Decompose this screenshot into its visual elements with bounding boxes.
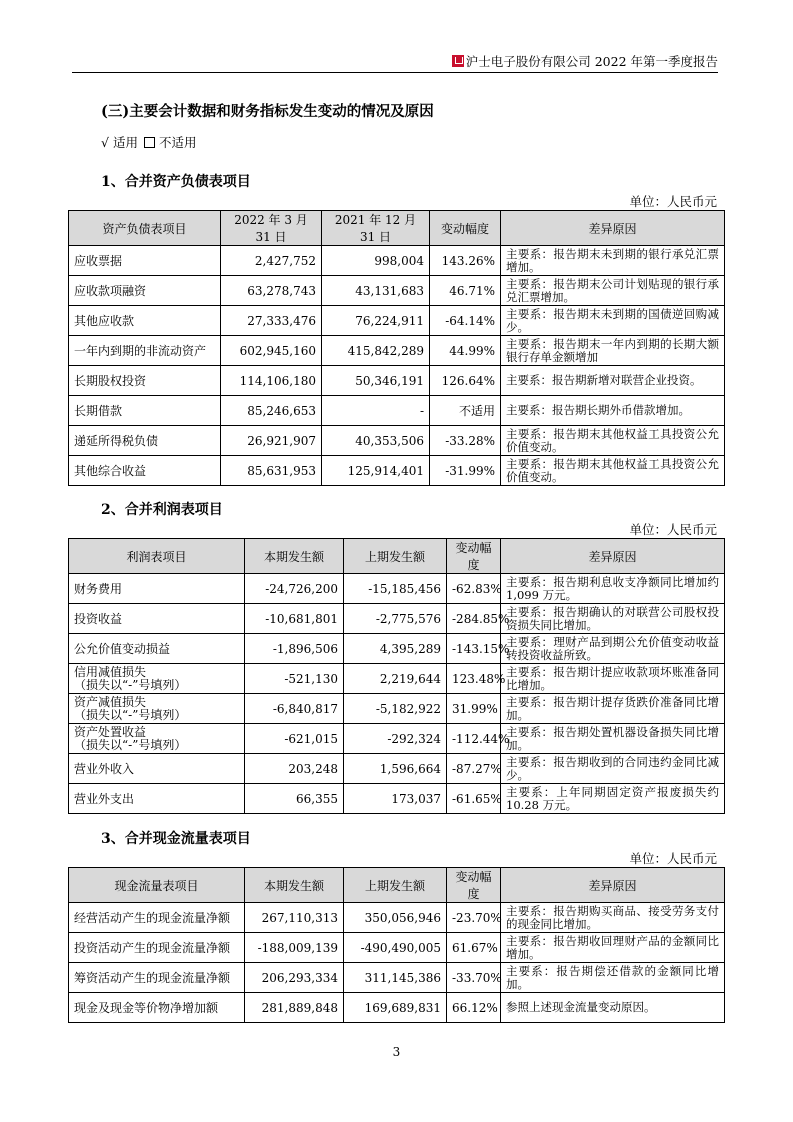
column-header: 变动幅度 bbox=[430, 211, 501, 246]
item-name-cell bbox=[69, 784, 245, 814]
table-row bbox=[69, 604, 725, 634]
column-header: 资产负债表项目 bbox=[69, 211, 221, 246]
prior-value-cell: 40,353,506 bbox=[322, 426, 430, 456]
reason-cell: 主要系：报告期收到的合同违约金同比减少。 bbox=[501, 754, 725, 784]
prior-value-cell: 43,131,683 bbox=[322, 276, 430, 306]
prior-value-cell: 169,689,831 bbox=[344, 993, 447, 1023]
change-cell: -112.44% bbox=[447, 724, 501, 754]
change-cell: 31.99% bbox=[447, 694, 501, 724]
item-name: 公允价值变动损益 bbox=[74, 642, 171, 656]
item-name-cell bbox=[69, 993, 245, 1023]
prior-value-cell: 1,596,664 bbox=[344, 754, 447, 784]
prior-value-cell: -15,185,456 bbox=[344, 574, 447, 604]
current-value-cell: 26,921,907 bbox=[221, 426, 322, 456]
change-cell: 61.67% bbox=[447, 933, 501, 963]
table-row bbox=[69, 903, 725, 933]
cash-flow-table bbox=[68, 867, 725, 1023]
item-name-cell bbox=[69, 456, 221, 486]
current-value-cell: 281,889,848 bbox=[245, 993, 344, 1023]
item-name-cell bbox=[69, 754, 245, 784]
current-value-cell: -621,015 bbox=[245, 724, 344, 754]
item-name: 应收票据 bbox=[74, 254, 123, 268]
column-header: 本期发生额 bbox=[245, 868, 344, 903]
column-header: 利润表项目 bbox=[69, 539, 245, 574]
item-name-cell bbox=[69, 724, 245, 754]
current-value-cell: 203,248 bbox=[245, 754, 344, 784]
change-cell: 123.48% bbox=[447, 664, 501, 694]
page-header bbox=[72, 52, 718, 73]
table-row bbox=[69, 426, 725, 456]
checkbox-icon bbox=[144, 137, 155, 148]
prior-value-cell: 76,224,911 bbox=[322, 306, 430, 336]
prior-value-cell: -5,182,922 bbox=[344, 694, 447, 724]
income-statement-table bbox=[68, 538, 725, 814]
prior-value-cell: -490,490,005 bbox=[344, 933, 447, 963]
company-logo-icon bbox=[452, 55, 464, 67]
item-name-cell bbox=[69, 933, 245, 963]
not-applicable-label: 不适用 bbox=[158, 135, 197, 150]
applicability-line bbox=[101, 133, 196, 151]
prior-value-cell: 311,145,386 bbox=[344, 963, 447, 993]
item-name: 长期借款 bbox=[74, 404, 123, 418]
item-name-cell bbox=[69, 664, 245, 694]
header-title: 沪士电子股份有限公司 2022 年第一季度报告 bbox=[465, 54, 718, 69]
item-name-cell bbox=[69, 903, 245, 933]
table-row bbox=[69, 336, 725, 366]
item-name: 现金及现金等价物净增加额 bbox=[74, 1001, 219, 1015]
item-name-cell bbox=[69, 396, 221, 426]
current-value-cell: -10,681,801 bbox=[245, 604, 344, 634]
section-title: (三)主要会计数据和财务指标发生变动的情况及原因 bbox=[101, 103, 434, 120]
change-cell: 不适用 bbox=[430, 396, 501, 426]
reason-cell: 主要系：报告期购买商品、接受劳务支付的现金同比增加。 bbox=[501, 903, 725, 933]
column-header: 现金流量表项目 bbox=[69, 868, 245, 903]
table-row bbox=[69, 246, 725, 276]
change-cell: 44.99% bbox=[430, 336, 501, 366]
current-value-cell: 206,293,334 bbox=[245, 963, 344, 993]
current-value-cell: 267,110,313 bbox=[245, 903, 344, 933]
reason-cell: 主要系：报告期新增对联营企业投资。 bbox=[501, 366, 725, 396]
table-row bbox=[69, 754, 725, 784]
reason-cell: 主要系：报告期末其他权益工具投资公允价值变动。 bbox=[501, 426, 725, 456]
reason-cell: 主要系：报告期处置机器设备损失同比增加。 bbox=[501, 724, 725, 754]
reason-cell: 主要系：报告期末未到期的国债逆回购减少。 bbox=[501, 306, 725, 336]
item-name: 应收款项融资 bbox=[74, 284, 147, 298]
item-name: 营业外支出 bbox=[74, 792, 135, 806]
change-cell: -284.85% bbox=[447, 604, 501, 634]
item-name: 信用减值损失 bbox=[74, 664, 147, 679]
reason-cell: 主要系：报告期末公司计划贴现的银行承兑汇票增加。 bbox=[501, 276, 725, 306]
column-header: 上期发生额 bbox=[344, 868, 447, 903]
column-header: 差异原因 bbox=[501, 211, 725, 246]
item-name-note: （损失以“-”号填列） bbox=[74, 707, 187, 722]
prior-value-cell: 4,395,289 bbox=[344, 634, 447, 664]
item-name: 其他应收款 bbox=[74, 314, 135, 328]
current-value-cell: -6,840,817 bbox=[245, 694, 344, 724]
table-row bbox=[69, 993, 725, 1023]
current-value-cell: 85,631,953 bbox=[221, 456, 322, 486]
prior-value-cell: 125,914,401 bbox=[322, 456, 430, 486]
change-cell: -62.83% bbox=[447, 574, 501, 604]
table2-unit: 单位：人民币元 bbox=[629, 522, 717, 537]
item-name: 投资活动产生的现金流量净额 bbox=[74, 941, 231, 955]
change-cell: -31.99% bbox=[430, 456, 501, 486]
change-cell: 66.12% bbox=[447, 993, 501, 1023]
column-header: 2021 年 12 月 31 日 bbox=[322, 211, 430, 246]
reason-cell: 主要系：报告期收回理财产品的金额同比增加。 bbox=[501, 933, 725, 963]
current-value-cell: 2,427,752 bbox=[221, 246, 322, 276]
reason-cell: 主要系：上年同期固定资产报废损失约 10.28 万元。 bbox=[501, 784, 725, 814]
reason-cell: 参照上述现金流量变动原因。 bbox=[501, 993, 725, 1023]
table-row bbox=[69, 276, 725, 306]
item-name-cell bbox=[69, 604, 245, 634]
applicable-label: √ 适用 bbox=[101, 135, 138, 150]
column-header: 变动幅度 bbox=[447, 539, 501, 574]
item-name-note: （损失以“-”号填列） bbox=[74, 677, 187, 692]
reason-cell: 主要系：报告期偿还借款的金额同比增加。 bbox=[501, 963, 725, 993]
item-name: 资产减值损失 bbox=[74, 694, 147, 709]
reason-cell: 主要系：报告期末其他权益工具投资公允价值变动。 bbox=[501, 456, 725, 486]
item-name: 筹资活动产生的现金流量净额 bbox=[74, 971, 231, 985]
reason-cell: 主要系：报告期长期外币借款增加。 bbox=[501, 396, 725, 426]
prior-value-cell: 2,219,644 bbox=[344, 664, 447, 694]
table-row bbox=[69, 933, 725, 963]
table-header-row bbox=[69, 539, 725, 574]
table3-unit: 单位：人民币元 bbox=[629, 851, 717, 866]
table3-heading: 3、合并现金流量表项目 bbox=[101, 831, 251, 847]
prior-value-cell: 173,037 bbox=[344, 784, 447, 814]
page-number: 3 bbox=[392, 1045, 401, 1059]
table-header-row bbox=[69, 868, 725, 903]
item-name: 资产处置收益 bbox=[74, 724, 147, 739]
item-name: 其他综合收益 bbox=[74, 464, 147, 478]
change-cell: -33.70% bbox=[447, 963, 501, 993]
reason-cell: 主要系：报告期确认的对联营公司股权投资损失同比增加。 bbox=[501, 604, 725, 634]
current-value-cell: 63,278,743 bbox=[221, 276, 322, 306]
change-cell: -64.14% bbox=[430, 306, 501, 336]
table-row bbox=[69, 396, 725, 426]
change-cell: 143.26% bbox=[430, 246, 501, 276]
item-name: 递延所得税负债 bbox=[74, 434, 159, 448]
prior-value-cell: -2,775,576 bbox=[344, 604, 447, 634]
reason-cell: 主要系：报告期利息收支净额同比增加约 1,099 万元。 bbox=[501, 574, 725, 604]
current-value-cell: 602,945,160 bbox=[221, 336, 322, 366]
reason-cell: 主要系：报告期计提应收款项坏账准备同比增加。 bbox=[501, 664, 725, 694]
table-row bbox=[69, 724, 725, 754]
item-name-note: （损失以“-”号填列） bbox=[74, 737, 187, 752]
prior-value-cell: 350,056,946 bbox=[344, 903, 447, 933]
item-name-cell bbox=[69, 276, 221, 306]
current-value-cell: -521,130 bbox=[245, 664, 344, 694]
column-header: 变动幅度 bbox=[447, 868, 501, 903]
item-name-cell bbox=[69, 336, 221, 366]
change-cell: -23.70% bbox=[447, 903, 501, 933]
table-row bbox=[69, 306, 725, 336]
item-name-cell bbox=[69, 634, 245, 664]
change-cell: 46.71% bbox=[430, 276, 501, 306]
item-name: 投资收益 bbox=[74, 612, 123, 626]
table1-heading: 1、合并资产负债表项目 bbox=[101, 174, 251, 190]
column-header: 本期发生额 bbox=[245, 539, 344, 574]
item-name: 营业外收入 bbox=[74, 762, 135, 776]
reason-cell: 主要系：理财产品到期公允价值变动收益转投资收益所致。 bbox=[501, 634, 725, 664]
current-value-cell: 66,355 bbox=[245, 784, 344, 814]
item-name: 经营活动产生的现金流量净额 bbox=[74, 911, 231, 925]
item-name-cell bbox=[69, 246, 221, 276]
current-value-cell: -1,896,506 bbox=[245, 634, 344, 664]
column-header: 差异原因 bbox=[501, 539, 725, 574]
item-name-cell bbox=[69, 574, 245, 604]
change-cell: -143.15% bbox=[447, 634, 501, 664]
change-cell: -61.65% bbox=[447, 784, 501, 814]
prior-value-cell: -292,324 bbox=[344, 724, 447, 754]
item-name-cell bbox=[69, 694, 245, 724]
reason-cell: 主要系：报告期末一年内到期的长期大额银行存单金额增加 bbox=[501, 336, 725, 366]
current-value-cell: 27,333,476 bbox=[221, 306, 322, 336]
prior-value-cell: 998,004 bbox=[322, 246, 430, 276]
change-cell: 126.64% bbox=[430, 366, 501, 396]
item-name-cell bbox=[69, 366, 221, 396]
change-cell: -33.28% bbox=[430, 426, 501, 456]
current-value-cell: 114,106,180 bbox=[221, 366, 322, 396]
table-header-row bbox=[69, 211, 725, 246]
column-header: 差异原因 bbox=[501, 868, 725, 903]
table2-heading: 2、合并利润表项目 bbox=[101, 502, 223, 518]
table1-unit: 单位：人民币元 bbox=[629, 194, 717, 209]
current-value-cell: -24,726,200 bbox=[245, 574, 344, 604]
current-value-cell: -188,009,139 bbox=[245, 933, 344, 963]
item-name: 一年内到期的非流动资产 bbox=[74, 344, 207, 358]
table-row bbox=[69, 784, 725, 814]
item-name: 财务费用 bbox=[74, 582, 123, 596]
item-name-cell bbox=[69, 426, 221, 456]
prior-value-cell: 50,346,191 bbox=[322, 366, 430, 396]
table-row bbox=[69, 634, 725, 664]
prior-value-cell: 415,842,289 bbox=[322, 336, 430, 366]
table-row bbox=[69, 664, 725, 694]
reason-cell: 主要系：报告期末未到期的银行承兑汇票增加。 bbox=[501, 246, 725, 276]
reason-cell: 主要系：报告期计提存货跌价准备同比增加。 bbox=[501, 694, 725, 724]
table-row bbox=[69, 694, 725, 724]
table-row bbox=[69, 456, 725, 486]
change-cell: -87.27% bbox=[447, 754, 501, 784]
current-value-cell: 85,246,653 bbox=[221, 396, 322, 426]
table-row bbox=[69, 574, 725, 604]
column-header: 2022 年 3 月 31 日 bbox=[221, 211, 322, 246]
table-row bbox=[69, 963, 725, 993]
item-name-cell bbox=[69, 306, 221, 336]
item-name-cell bbox=[69, 963, 245, 993]
prior-value-cell: - bbox=[322, 396, 430, 426]
item-name: 长期股权投资 bbox=[74, 374, 147, 388]
table-row bbox=[69, 366, 725, 396]
balance-sheet-table bbox=[68, 210, 725, 486]
column-header: 上期发生额 bbox=[344, 539, 447, 574]
